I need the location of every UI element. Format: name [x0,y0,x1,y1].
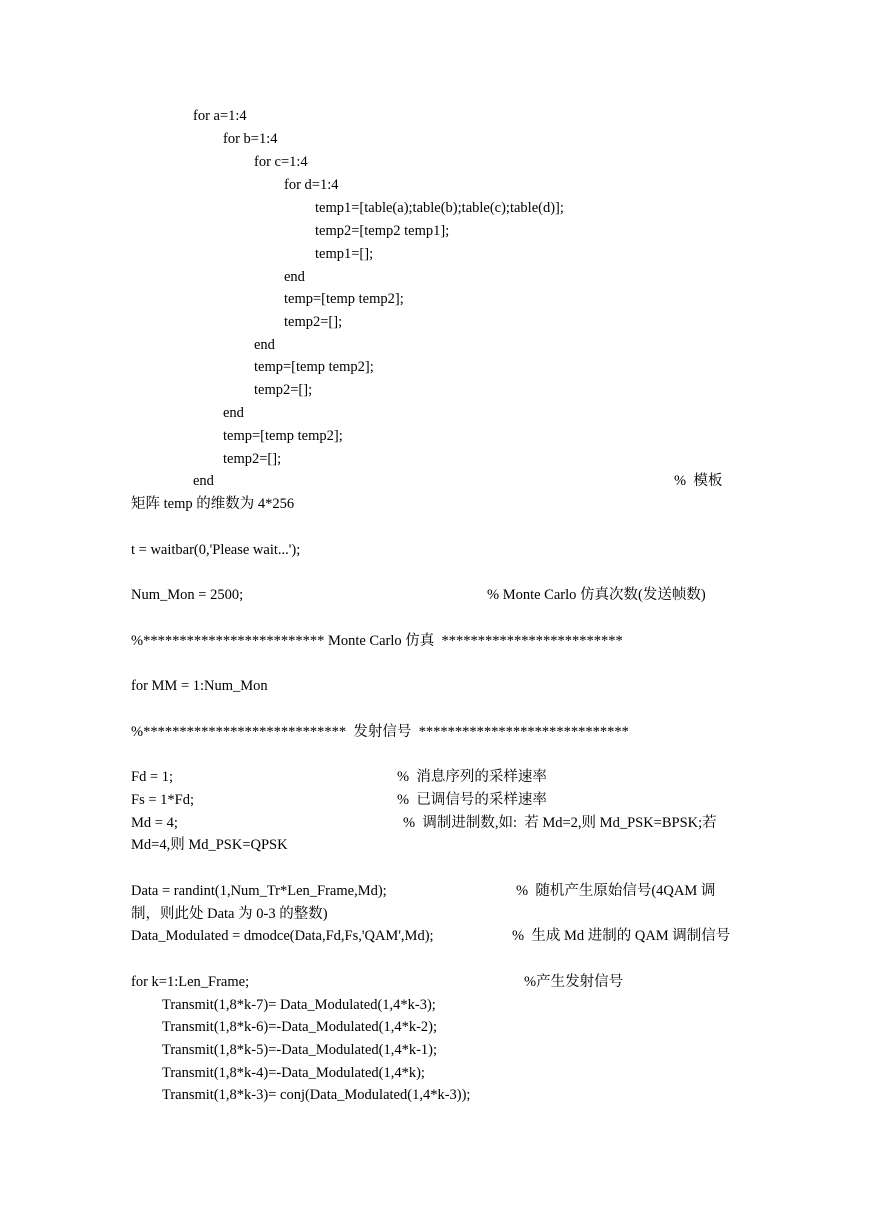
code-line: temp2=[]; [254,382,313,398]
code-line: Md=4,则 Md_PSK=QPSK [131,837,288,853]
code-line: for b=1:4 [223,131,278,147]
code-line: Fd = 1; [131,769,174,785]
code-comment: %产生发射信号 [524,974,624,990]
code-line: for a=1:4 [193,108,247,124]
code-line: temp2=[]; [223,451,282,467]
code-line: Num_Mon = 2500; [131,587,244,603]
code-comment: % 模板 [674,473,723,489]
code-line: Transmit(1,8*k-5)=-Data_Modulated(1,4*k-1); [162,1042,438,1058]
code-line: temp1=[table(a);table(b);table(c);table(d)]; [315,200,564,216]
code-line: Transmit(1,8*k-6)=-Data_Modulated(1,4*k-2); [162,1019,438,1035]
code-comment: % 消息序列的采样速率 [397,769,547,785]
code-comment: % 生成 Md 进制的 QAM 调制信号 [512,928,731,944]
code-line: for c=1:4 [254,154,308,170]
code-line: for d=1:4 [284,177,339,193]
code-line: temp2=[temp2 temp1]; [315,223,450,239]
code-line: temp1=[]; [315,246,374,262]
code-line: Data_Modulated = dmodce(Data,Fd,Fs,'QAM',Md); [131,928,434,944]
code-comment: % 调制进制数,如: 若 Md=2,则 Md_PSK=BPSK;若 [403,815,717,831]
code-line: end [193,473,214,489]
code-line: temp=[temp temp2]; [284,291,404,307]
code-comment: % 已调信号的采样速率 [397,792,547,808]
code-line: temp2=[]; [284,314,343,330]
code-line: for k=1:Len_Frame; [131,974,250,990]
code-line: end [223,405,244,421]
code-line: for MM = 1:Num_Mon [131,678,268,694]
code-line: %************************* Monte Carlo 仿真 ************************* [131,633,623,649]
code-line: Transmit(1,8*k-4)=-Data_Modulated(1,4*k); [162,1065,425,1081]
code-line: temp=[temp temp2]; [223,428,343,444]
code-line: Data = randint(1,Num_Tr*Len_Frame,Md); [131,883,387,899]
code-line: t = waitbar(0,'Please wait...'); [131,542,301,558]
code-line: 矩阵 temp 的维数为 4*256 [131,496,295,512]
code-line: Md = 4; [131,815,178,831]
code-comment: % 随机产生原始信号(4QAM 调 [516,883,716,899]
code-line: end [284,269,305,285]
code-line: 制，则此处 Data 为 0-3 的整数) [131,906,328,922]
code-line: Transmit(1,8*k-3)= conj(Data_Modulated(1,4*k-3)); [162,1087,471,1103]
code-line: Transmit(1,8*k-7)= Data_Modulated(1,4*k-3); [162,997,436,1013]
code-line: end [254,337,275,353]
code-line: temp=[temp temp2]; [254,359,374,375]
code-comment: % Monte Carlo 仿真次数(发送帧数) [487,587,706,603]
code-line: Fs = 1*Fd; [131,792,194,808]
code-line: %**************************** 发射信号 ***************************** [131,724,629,740]
